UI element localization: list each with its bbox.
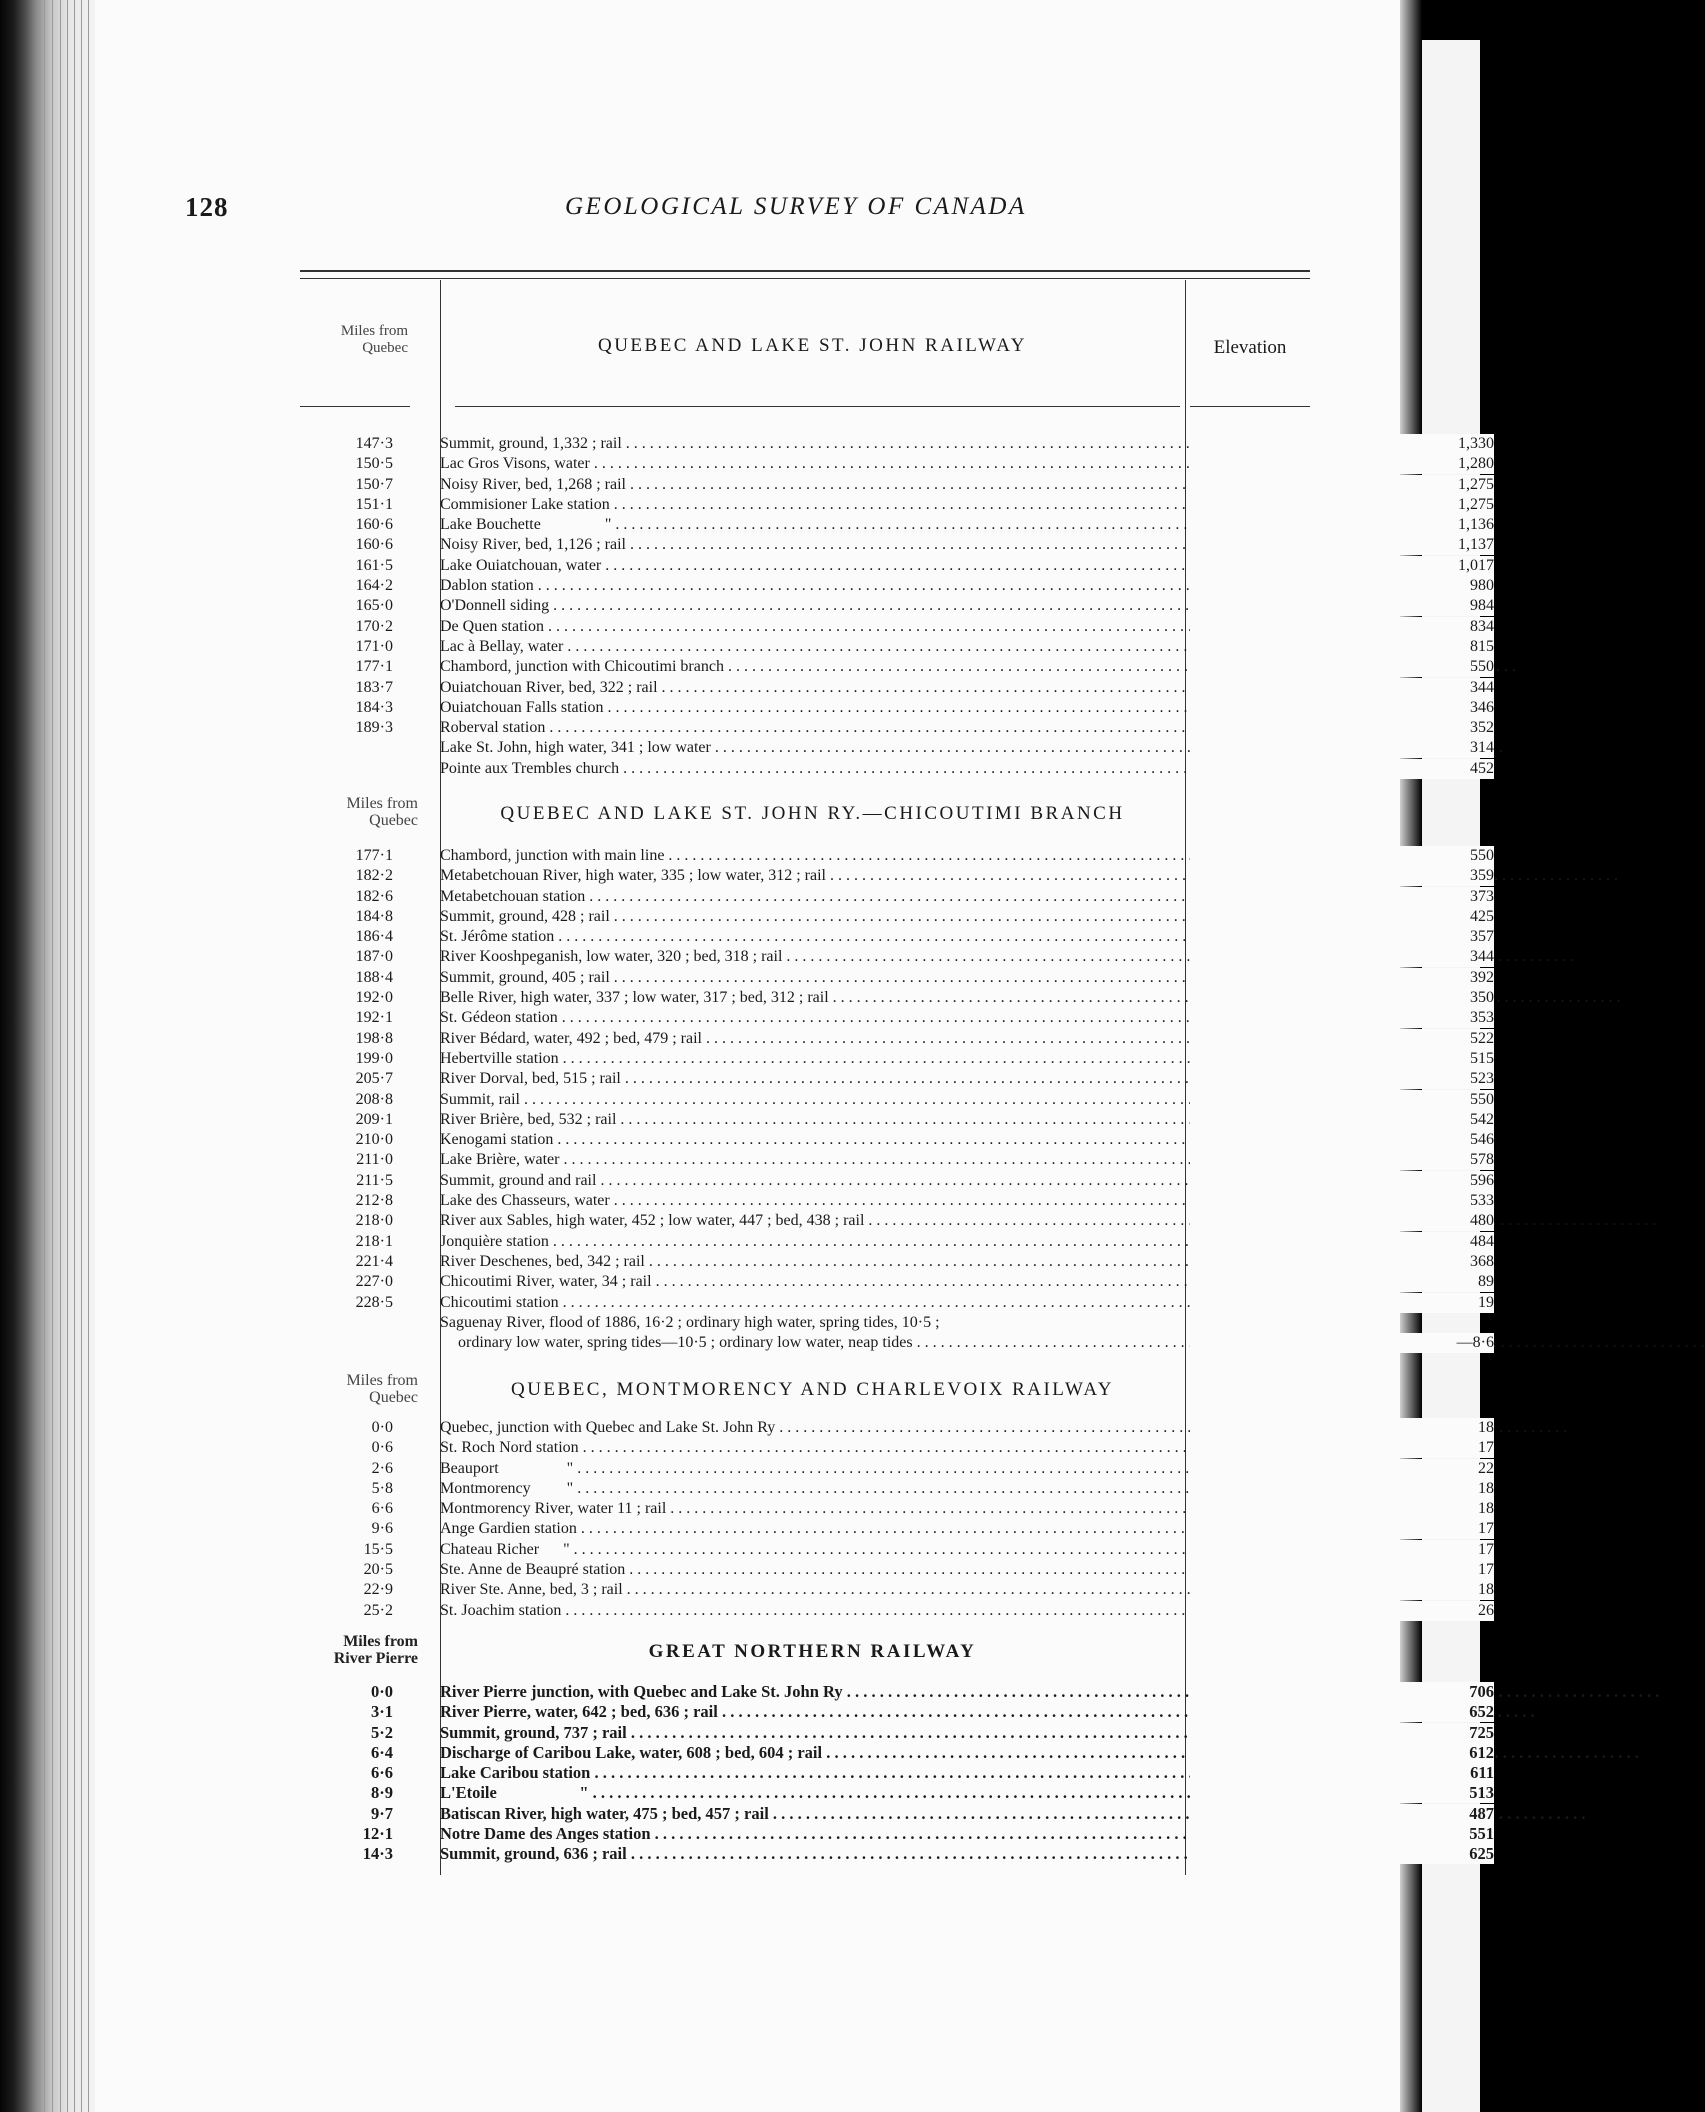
miles-cell: 211·0 — [356, 1151, 393, 1169]
section-3-miles-label-line-1: Miles from — [346, 1372, 418, 1389]
elevation-cell: 550 — [1190, 1090, 1494, 1110]
section-2-miles-label-line-1: Miles from — [346, 795, 418, 812]
elevation-cell: 452 — [1190, 759, 1494, 779]
elevation-cell: 706 — [1190, 1682, 1494, 1702]
description-cell: River aux Sables, high water, 452 ; low water, 447 ; bed, 438 ; rail . . . — [440, 1211, 1480, 1231]
elevation-cell: 1,136 — [1190, 515, 1494, 535]
description-cell: Metabetchouan River, high water, 335 ; low water, 312 ; rail . . . — [440, 866, 1480, 886]
table-row — [300, 1803, 1494, 1824]
elevation-cell: 425 — [1190, 907, 1494, 927]
elevation-cell: 1,330 — [1190, 434, 1494, 454]
description-cell: River Deschenes, bed, 342 ; rail . . . — [440, 1252, 1480, 1272]
miles-cell: 210·0 — [355, 1131, 393, 1149]
miles-cell: 192·1 — [355, 1009, 393, 1027]
elevation-cell: 373 — [1190, 887, 1494, 907]
miles-cell: 12·1 — [362, 1824, 393, 1844]
elevation-cell: 522 — [1190, 1029, 1494, 1049]
elevation-cell: 550 — [1190, 657, 1494, 677]
table-row — [300, 907, 1494, 927]
elevation-cell: 815 — [1190, 637, 1494, 657]
table-row — [300, 718, 1494, 738]
running-title: GEOLOGICAL SURVEY OF CANADA — [565, 193, 1027, 220]
miles-cell: 183·7 — [355, 678, 393, 696]
elevation-cell: 314 — [1190, 738, 1494, 758]
table-row — [300, 1459, 1494, 1479]
miles-cell: 211·5 — [356, 1171, 393, 1189]
description-cell: Lake Caribou station . . . — [440, 1763, 1480, 1783]
table-row — [300, 434, 1494, 454]
table-top-rule — [300, 270, 1310, 272]
miles-cell: 187·0 — [355, 948, 393, 966]
elevation-cell: 344 — [1190, 947, 1494, 967]
description-cell: ordinary low water, spring tides—10·5 ; ordinary low water, neap tides . . . — [440, 1333, 1498, 1353]
description-cell: Discharge of Caribou Lake, water, 608 ; bed, 604 ; rail . . . — [440, 1743, 1480, 1763]
description-cell: River Bédard, water, 492 ; bed, 479 ; rail . . . — [440, 1029, 1480, 1049]
miles-cell: 192·0 — [355, 989, 393, 1007]
description-cell: Summit, rail . . . — [440, 1090, 1480, 1110]
table-row — [300, 698, 1494, 718]
miles-cell: 15·5 — [363, 1540, 393, 1558]
table-row — [300, 1029, 1494, 1049]
table-row — [300, 1783, 1494, 1803]
elevation-cell: 725 — [1190, 1723, 1494, 1743]
elevation-cell: 368 — [1190, 1252, 1494, 1272]
table-row — [300, 1540, 1494, 1560]
miles-cell: 0·0 — [371, 1419, 393, 1436]
description-cell: O'Donnell siding . . . — [440, 596, 1480, 616]
description-cell: St. Jérôme station . . . — [440, 927, 1480, 947]
description-cell: L'Etoile " . . . — [440, 1783, 1480, 1803]
elevation-cell: 611 — [1190, 1763, 1494, 1783]
elevation-cell: 533 — [1190, 1191, 1494, 1211]
description-cell: Lake Brière, water . . . — [440, 1150, 1480, 1170]
miles-cell: 209·1 — [355, 1110, 393, 1128]
table-row — [300, 1069, 1494, 1089]
description-cell: Summit, ground, 428 ; rail . . . — [440, 907, 1480, 927]
page-number: 128 — [185, 192, 229, 222]
description-cell: Lake St. John, high water, 341 ; low water . . . — [440, 738, 1480, 758]
miles-cell: 164·2 — [355, 577, 393, 595]
description-cell: River Ste. Anne, bed, 3 ; rail . . . — [440, 1580, 1480, 1600]
elevation-cell: 17 — [1190, 1519, 1494, 1539]
description-cell: Ste. Anne de Beaupré station . . . — [440, 1560, 1480, 1580]
description-cell: Chambord, junction with Chicoutimi branch . . . — [440, 657, 1480, 677]
elevation-cell: 19 — [1190, 1293, 1494, 1313]
table-row — [300, 1499, 1494, 1519]
miles-cell: 218·1 — [355, 1232, 393, 1250]
elevation-cell: —8·6 — [1190, 1333, 1494, 1353]
section-1-rows — [300, 434, 1494, 779]
miles-cell: 25·2 — [363, 1601, 393, 1619]
elevation-cell: 353 — [1190, 1008, 1494, 1028]
miles-cell: 165·0 — [355, 597, 393, 615]
miles-cell: 227·0 — [355, 1273, 393, 1291]
description-cell: Pointe aux Trembles church . . . — [440, 759, 1480, 779]
table-row — [300, 738, 1494, 758]
miles-cell: 177·1 — [355, 658, 393, 676]
table-row — [300, 1438, 1494, 1458]
description-cell: Belle River, high water, 337 ; low water, 317 ; bed, 312 ; rail . . . — [440, 988, 1480, 1008]
header-bottom-rule-right — [1190, 406, 1310, 407]
table-row — [300, 596, 1494, 616]
miles-cell: 184·8 — [355, 907, 393, 925]
section-2-miles-label — [300, 795, 418, 829]
table-row — [300, 1252, 1494, 1272]
section-3-rows — [300, 1418, 1494, 1621]
description-cell: Summit, ground, 737 ; rail . . . — [440, 1723, 1480, 1743]
miles-cell: 177·1 — [355, 847, 393, 864]
description-cell: Ouiatchouan River, bed, 322 ; rail . . . — [440, 678, 1480, 698]
table-row — [300, 1272, 1494, 1292]
description-cell: Chicoutimi River, water, 34 ; rail . . . — [440, 1272, 1480, 1292]
table-row — [300, 759, 1494, 779]
elevation-cell: 22 — [1190, 1459, 1494, 1479]
elevation-cell: 652 — [1190, 1702, 1494, 1722]
miles-cell: 5·2 — [370, 1722, 393, 1742]
table-row — [300, 495, 1494, 515]
miles-cell: 189·3 — [355, 719, 393, 737]
section-2-miles-label-line-2: Quebec — [369, 812, 418, 829]
elevation-cell: 596 — [1190, 1171, 1494, 1191]
elevation-cell: 550 — [1190, 846, 1494, 866]
table-row — [300, 1090, 1494, 1110]
table-row — [300, 1560, 1494, 1580]
description-cell: Summit, ground, 636 ; rail . . . — [440, 1844, 1480, 1864]
table-row — [300, 1763, 1494, 1783]
miles-cell: 160·6 — [355, 516, 393, 534]
description-cell: De Quen station . . . — [440, 617, 1480, 637]
miles-column-header — [300, 323, 408, 357]
description-cell: Dablon station . . . — [440, 576, 1480, 596]
elevation-cell: 18 — [1190, 1479, 1494, 1499]
table-row — [300, 1130, 1494, 1150]
description-cell: River Kooshpeganish, low water, 320 ; bed, 318 ; rail . . . — [440, 947, 1480, 967]
elevation-cell: 578 — [1190, 1150, 1494, 1170]
description-cell: Ange Gardien station . . . — [440, 1519, 1480, 1539]
table-row — [300, 1722, 1494, 1743]
description-cell: Summit, ground, 1,332 ; rail . . . — [440, 434, 1480, 454]
miles-cell: 8·9 — [370, 1783, 393, 1803]
description-cell: Kenogami station . . . — [440, 1130, 1480, 1150]
miles-cell: 14·3 — [362, 1844, 393, 1864]
table-row — [300, 947, 1494, 967]
description-cell: Chicoutimi station . . . — [440, 1293, 1480, 1313]
section-title-3: QUEBEC, MONTMORENCY AND CHARLEVOIX RAILWAY — [510, 1379, 1115, 1400]
elevation-cell: 612 — [1190, 1743, 1494, 1763]
description-cell: Saguenay River, flood of 1886, 16·2 ; ordinary high water, spring tides, 10·5 ; — [440, 1313, 940, 1331]
elevation-cell: 352 — [1190, 718, 1494, 738]
section-4-miles-label — [300, 1633, 418, 1667]
miles-cell: 184·3 — [355, 698, 393, 716]
section-title-1: QUEBEC AND LAKE ST. JOHN RAILWAY — [597, 335, 1028, 356]
table-row — [300, 1702, 1494, 1722]
table-row — [300, 968, 1494, 988]
description-cell: Ouiatchouan Falls station . . . — [440, 698, 1480, 718]
miles-cell: 150·5 — [355, 455, 393, 473]
elevation-cell: 980 — [1190, 576, 1494, 596]
miles-cell: 9·7 — [370, 1803, 393, 1823]
miles-cell: 161·5 — [355, 556, 393, 574]
table-row — [300, 1110, 1494, 1130]
miles-cell: 221·4 — [355, 1252, 393, 1270]
table-row — [300, 988, 1494, 1008]
miles-cell: 0·6 — [371, 1439, 393, 1457]
description-cell: St. Roch Nord station . . . — [440, 1438, 1480, 1458]
table-row — [300, 475, 1494, 495]
description-cell: Chateau Richer " . . . — [440, 1540, 1480, 1560]
section-title-4: GREAT NORTHERN RAILWAY — [648, 1641, 977, 1662]
elevation-cell: 1,275 — [1190, 475, 1494, 495]
section-4-miles-label-line-1: Miles from — [343, 1633, 418, 1650]
elevation-cell: 89 — [1190, 1272, 1494, 1292]
miles-cell: 218·0 — [355, 1212, 393, 1230]
description-cell: St. Gédeon station . . . — [440, 1008, 1480, 1028]
section-4-rows — [300, 1682, 1494, 1865]
elevation-cell: 357 — [1190, 927, 1494, 947]
table-row — [300, 1293, 1494, 1313]
table-row — [300, 515, 1494, 535]
section-3-miles-label — [300, 1372, 418, 1406]
description-cell: Lake Bouchette " . . . — [440, 515, 1480, 535]
table-row — [300, 887, 1494, 907]
miles-cell: 186·4 — [355, 928, 393, 946]
description-cell: River Pierre, water, 642 ; bed, 636 ; rail . . . — [440, 1702, 1480, 1722]
miles-cell: 147·3 — [355, 435, 393, 452]
description-cell: Jonquière station . . . — [440, 1232, 1480, 1252]
table-row — [300, 576, 1494, 596]
description-cell: Noisy River, bed, 1,268 ; rail . . . — [440, 475, 1480, 495]
table-row — [300, 617, 1494, 637]
description-cell: Lake Ouiatchouan, water . . . — [440, 556, 1480, 576]
description-cell: Batiscan River, high water, 475 ; bed, 457 ; rail . . . — [440, 1804, 1480, 1824]
description-cell: Montmorency River, water 11 ; rail . . . — [440, 1499, 1480, 1519]
miles-cell: 205·7 — [355, 1070, 393, 1088]
table-row — [300, 657, 1494, 677]
miles-cell: 151·1 — [355, 495, 393, 513]
table-row — [300, 637, 1494, 657]
table-row — [300, 1479, 1494, 1499]
elevation-cell: 392 — [1190, 968, 1494, 988]
table-row — [300, 556, 1494, 576]
elevation-cell: 1,017 — [1190, 556, 1494, 576]
elevation-cell: 515 — [1190, 1049, 1494, 1069]
description-cell: Lac Gros Visons, water . . . — [440, 454, 1480, 474]
elevation-cell: 513 — [1190, 1783, 1494, 1803]
table-row — [300, 1742, 1494, 1763]
miles-header-line-2: Quebec — [362, 340, 408, 356]
miles-cell: 170·2 — [355, 617, 393, 635]
description-cell: Commisioner Lake station . . . — [440, 495, 1480, 515]
miles-cell: 208·8 — [355, 1090, 393, 1108]
table-row — [300, 1313, 1300, 1333]
miles-cell: 5·8 — [371, 1479, 393, 1497]
elevation-cell: 1,280 — [1190, 454, 1494, 474]
book-page-edges — [0, 0, 95, 2112]
table-row — [300, 454, 1494, 474]
table-row — [300, 1824, 1494, 1844]
table-row — [300, 1418, 1494, 1438]
miles-cell: 182·2 — [355, 867, 393, 885]
miles-cell: 6·6 — [370, 1763, 393, 1783]
header-bottom-rule-left — [300, 406, 410, 407]
elevation-cell: 487 — [1190, 1804, 1494, 1824]
description-cell: Summit, ground, 405 ; rail . . . — [440, 968, 1480, 988]
table-row — [300, 1232, 1494, 1252]
description-cell: River Pierre junction, with Quebec and Lake St. John Ry . . . — [440, 1682, 1480, 1702]
description-cell: St. Joachim station . . . — [440, 1601, 1480, 1621]
elevation-column-header: Elevation — [1213, 337, 1287, 358]
table-row — [300, 1171, 1494, 1191]
elevation-cell: 546 — [1190, 1130, 1494, 1150]
description-cell: Lac à Bellay, water . . . — [440, 637, 1480, 657]
elevation-cell: 350 — [1190, 988, 1494, 1008]
elevation-cell: 359 — [1190, 866, 1494, 886]
elevation-cell: 344 — [1190, 678, 1494, 698]
table-row — [300, 927, 1494, 947]
table-row — [300, 1682, 1494, 1702]
elevation-cell: 484 — [1190, 1232, 1494, 1252]
miles-header-line-1: Miles from — [340, 323, 408, 339]
elevation-cell: 18 — [1190, 1418, 1494, 1438]
table-row — [300, 846, 1494, 866]
description-cell: Noisy River, bed, 1,126 ; rail . . . — [440, 535, 1480, 555]
table-row — [300, 1844, 1494, 1864]
miles-cell: 199·0 — [355, 1049, 393, 1067]
table-row — [300, 1150, 1494, 1170]
elevation-cell: 625 — [1190, 1844, 1494, 1864]
table-row — [300, 1211, 1494, 1231]
miles-cell: 150·7 — [355, 475, 393, 493]
description-cell: Chambord, junction with main line . . . — [440, 846, 1480, 866]
miles-cell: 212·8 — [355, 1192, 393, 1210]
description-cell: Summit, ground and rail . . . — [440, 1171, 1480, 1191]
description-cell: Roberval station . . . — [440, 718, 1480, 738]
elevation-cell: 17 — [1190, 1560, 1494, 1580]
description-cell: River Dorval, bed, 515 ; rail . . . — [440, 1069, 1480, 1089]
section-3-miles-label-line-2: Quebec — [369, 1389, 418, 1406]
miles-cell: 0·0 — [370, 1682, 393, 1701]
elevation-cell: 1,137 — [1190, 535, 1494, 555]
description-cell: Quebec, junction with Quebec and Lake St. John Ry . . . — [440, 1418, 1480, 1438]
table-row — [300, 1191, 1494, 1211]
miles-cell: 20·5 — [363, 1561, 393, 1579]
elevation-cell: 984 — [1190, 596, 1494, 616]
table-row — [300, 1008, 1494, 1028]
description-cell: Beauport " . . . — [440, 1459, 1480, 1479]
description-cell: Metabetchouan station . . . — [440, 887, 1480, 907]
table-row — [300, 1601, 1494, 1621]
table-row — [300, 678, 1494, 698]
miles-cell: 171·0 — [355, 637, 393, 655]
miles-cell: 160·6 — [355, 536, 393, 554]
miles-cell: 182·6 — [355, 887, 393, 905]
section-2-rows — [300, 846, 1494, 1353]
section-title-2: QUEBEC AND LAKE ST. JOHN RY.—CHICOUTIMI BRANCH — [500, 803, 1125, 824]
elevation-cell: 26 — [1190, 1601, 1494, 1621]
elevation-cell: 17 — [1190, 1540, 1494, 1560]
elevation-cell: 480 — [1190, 1211, 1494, 1231]
table-row — [300, 1580, 1494, 1600]
elevation-cell: 1,275 — [1190, 495, 1494, 515]
table-top-rule-thin — [300, 278, 1310, 279]
elevation-cell: 18 — [1190, 1580, 1494, 1600]
elevation-cell: 18 — [1190, 1499, 1494, 1519]
elevation-cell: 346 — [1190, 698, 1494, 718]
elevation-cell: 523 — [1190, 1069, 1494, 1089]
table-row — [300, 1333, 1494, 1353]
section-4-miles-label-line-2: River Pierre — [333, 1650, 418, 1667]
elevation-cell: 834 — [1190, 617, 1494, 637]
miles-cell: 9·6 — [371, 1520, 393, 1538]
header-bottom-rule-mid — [455, 406, 1180, 407]
description-cell: Hebertville station . . . — [440, 1049, 1480, 1069]
description-cell: River Brière, bed, 532 ; rail . . . — [440, 1110, 1480, 1130]
description-cell: Lake des Chasseurs, water . . . — [440, 1191, 1480, 1211]
table-row — [300, 535, 1494, 555]
miles-cell: 198·8 — [355, 1029, 393, 1047]
table-row — [300, 1519, 1494, 1539]
table-row — [300, 866, 1494, 886]
miles-cell: 6·4 — [370, 1742, 393, 1762]
miles-cell: 22·9 — [363, 1581, 393, 1599]
miles-cell: 2·6 — [371, 1459, 393, 1477]
description-cell: Montmorency " . . . — [440, 1479, 1480, 1499]
elevation-cell: 542 — [1190, 1110, 1494, 1130]
miles-cell: 228·5 — [355, 1293, 393, 1311]
elevation-cell: 17 — [1190, 1438, 1494, 1458]
miles-cell: 3·1 — [370, 1702, 393, 1722]
table-row — [300, 1049, 1494, 1069]
elevation-cell: 551 — [1190, 1824, 1494, 1844]
miles-cell: 188·4 — [355, 968, 393, 986]
description-cell: Notre Dame des Anges station . . . — [440, 1824, 1480, 1844]
miles-cell: 6·6 — [371, 1500, 393, 1518]
